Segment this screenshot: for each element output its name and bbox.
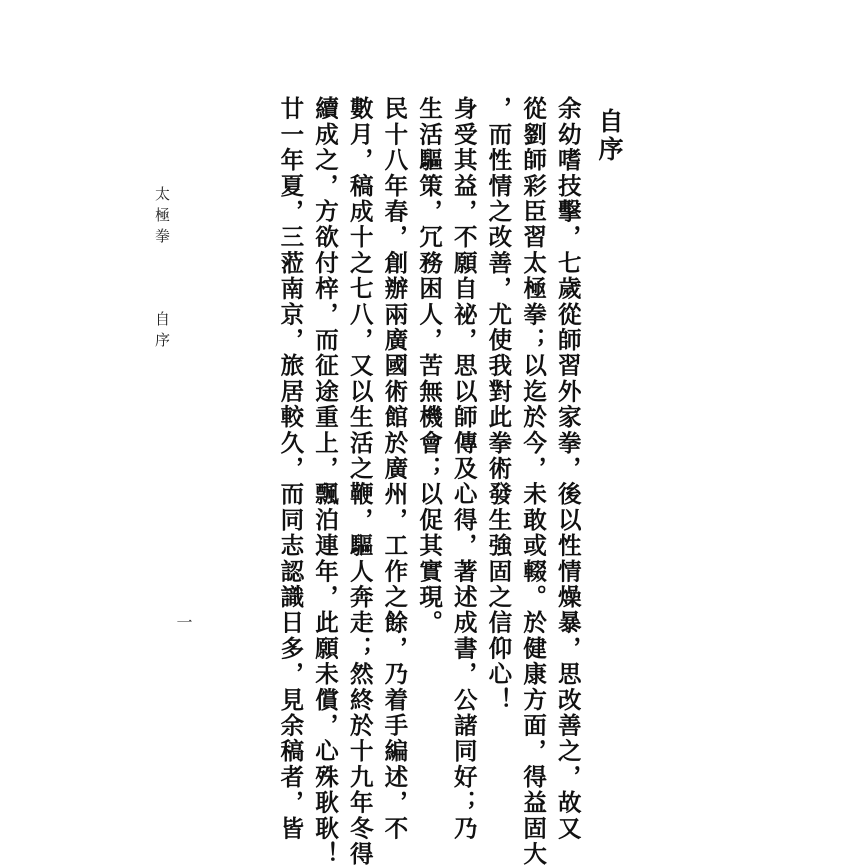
running-head-section: 自序 — [153, 311, 171, 353]
body-column-5: 生活驅策，冗務困人，苦無機會；以促其實現。 — [415, 96, 444, 636]
running-head — [152, 186, 173, 353]
body-column-2: 從劉師彩臣習太極拳；以迄於今，未敢或輟。於健康方面，得益固大 — [519, 96, 548, 867]
body-column-3: ，而性情之改善，尤使我對此拳術發生強固之信仰心！ — [484, 96, 513, 713]
body-column-7: 數月，稿成十之七八，又以生活之鞭，驅人奔走；然終於十九年冬得 — [345, 96, 374, 867]
vertical-text-block — [268, 96, 624, 867]
body-column-4: 身受其益，不願自祕，思以師傳及心得，著述成書，公諸同好；乃 — [449, 96, 478, 842]
body-column-8: 續成之，方欲付梓，而征途重上，飄泊連年，此願未償，心殊耿耿！ — [311, 96, 340, 867]
body-column-6: 民十八年春，創辦兩廣國術館於廣州，工作之餘，乃着手編述，不 — [380, 96, 409, 842]
page-number: 一 — [174, 614, 193, 630]
page-title: 自序 — [595, 108, 624, 164]
running-head-book: 太極拳 — [153, 186, 171, 249]
body-column-1: 余幼嗜技擊，七歲從師習外家拳，後以性情燥暴，思改善之，故又 — [553, 96, 582, 842]
body-column-9: 廿一年夏，三蒞南京，旅居較久，而同志認識日多，見余稿者，皆 — [276, 96, 305, 842]
